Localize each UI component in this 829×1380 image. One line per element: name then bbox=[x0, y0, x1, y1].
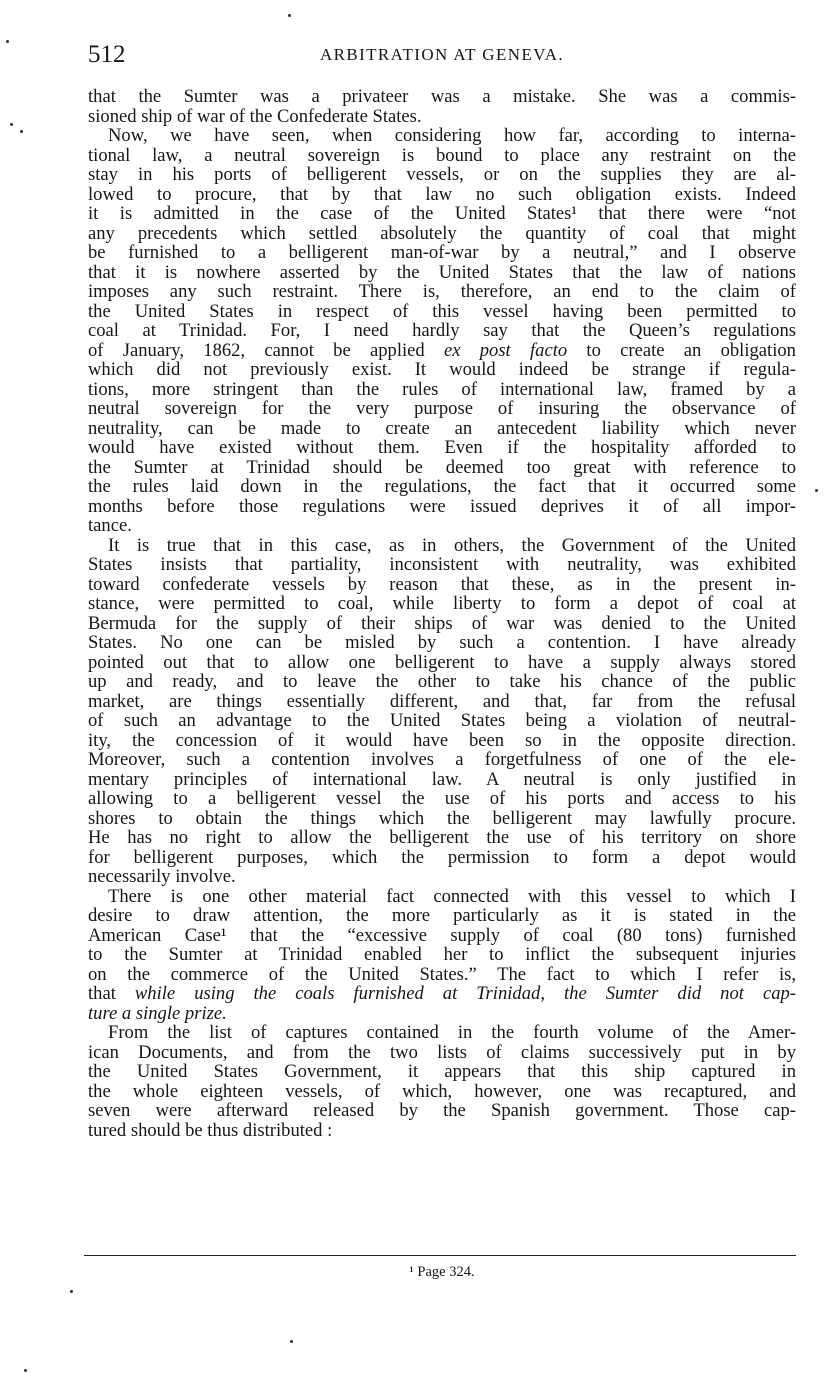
text-run: months before those regulations were issued deprives it of all impor- bbox=[88, 496, 796, 516]
text-line bbox=[88, 126, 796, 146]
text-run: tured should be thus distributed : bbox=[88, 1120, 333, 1140]
text-line bbox=[88, 438, 796, 458]
text-run: it is admitted in the case of the United States¹ that there were “not bbox=[88, 204, 796, 224]
text-line bbox=[88, 380, 796, 400]
italic-run: ture a single prize. bbox=[88, 1003, 227, 1023]
text-line bbox=[88, 243, 796, 263]
text-run: States insists that partiality, inconsistent with neutrality, was exhibited bbox=[88, 555, 796, 575]
text-line bbox=[88, 107, 796, 127]
paragraph bbox=[88, 536, 796, 887]
text-run: the whole eighteen vessels, of which, however, one was recaptured, and bbox=[88, 1081, 796, 1101]
scan-speck bbox=[815, 489, 818, 492]
text-run: coal at Trinidad. For, I need hardly say that the Queen’s regulations bbox=[88, 321, 796, 341]
text-run: of such an advantage to the United States being a violation of neutral- bbox=[88, 711, 796, 731]
text-run: sioned ship of war of the Confederate States. bbox=[88, 106, 422, 126]
text-line bbox=[88, 575, 796, 595]
text-line bbox=[88, 341, 796, 361]
text-run: up and ready, and to leave the other to take his chance of the public bbox=[88, 672, 796, 692]
text-run: of January, 1862, cannot be applied bbox=[88, 340, 444, 360]
text-run: Now, we have seen, when considering how far, according to interna- bbox=[108, 126, 796, 146]
text-run: the United States Government, it appears that this ship captured in bbox=[88, 1062, 796, 1082]
text-line bbox=[88, 1004, 796, 1024]
text-run: that bbox=[88, 984, 135, 1004]
running-head bbox=[88, 40, 796, 70]
italic-run: while using the coals furnished at Trinidad, the Sumter did not cap- bbox=[134, 984, 796, 1004]
text-line bbox=[88, 887, 796, 907]
text-line bbox=[88, 809, 796, 829]
running-title: ARBITRATION AT GENEVA. bbox=[319, 45, 565, 64]
scan-speck bbox=[10, 123, 13, 126]
scan-speck bbox=[20, 130, 23, 133]
text-line bbox=[88, 614, 796, 634]
text-line bbox=[88, 1121, 796, 1141]
scan-speck bbox=[290, 1340, 293, 1343]
text-line bbox=[88, 516, 796, 536]
text-line bbox=[88, 1101, 796, 1121]
text-line bbox=[88, 731, 796, 751]
text-run: tance. bbox=[88, 516, 132, 536]
text-line bbox=[88, 360, 796, 380]
text-line bbox=[88, 1043, 796, 1063]
text-line bbox=[88, 224, 796, 244]
text-line bbox=[88, 458, 796, 478]
text-run: neutrality, can be made to create an antecedent liability which never bbox=[88, 418, 796, 438]
text-line bbox=[88, 146, 796, 166]
text-run: that the Sumter was a privateer was a mistake. She was a commis- bbox=[88, 87, 796, 107]
text-line bbox=[88, 1023, 796, 1043]
text-run: seven were afterward released by the Spanish government. Those cap- bbox=[88, 1101, 796, 1121]
text-line bbox=[88, 321, 796, 341]
text-line bbox=[88, 165, 796, 185]
text-run: pointed out that to allow one belligerent to have a supply always stored bbox=[88, 652, 796, 672]
text-line bbox=[88, 204, 796, 224]
text-line bbox=[88, 263, 796, 283]
text-line bbox=[88, 536, 796, 556]
scan-speck bbox=[288, 14, 291, 17]
text-line bbox=[88, 906, 796, 926]
text-line bbox=[88, 984, 796, 1004]
text-line bbox=[88, 497, 796, 517]
text-run: the rules laid down in the regulations, the fact that it occurred some bbox=[88, 477, 796, 497]
text-line bbox=[88, 770, 796, 790]
text-line bbox=[88, 926, 796, 946]
text-line bbox=[88, 399, 796, 419]
text-run: Moreover, such a contention involves a forgetfulness of one of the ele- bbox=[88, 750, 796, 770]
paragraph bbox=[88, 87, 796, 126]
text-run: He has no right to allow the belligerent the use of his territory on shore bbox=[88, 828, 796, 848]
text-run: would have existed without them. Even if the hospitality afforded to bbox=[88, 438, 796, 458]
scan-speck bbox=[6, 40, 9, 43]
text-line bbox=[88, 555, 796, 575]
text-run: American Case¹ that the “excessive supply of coal (80 tons) furnished bbox=[88, 925, 796, 945]
text-run: to the Sumter at Trinidad enabled her to inflict the subsequent injuries bbox=[88, 945, 796, 965]
text-run: shores to obtain the things which the belligerent may lawfully procure. bbox=[88, 808, 796, 828]
text-run: lowed to procure, that by that law no such obligation exists. Indeed bbox=[88, 184, 796, 204]
text-run: allowing to a belligerent vessel the use of his ports and access to his bbox=[88, 789, 796, 809]
footnote: ¹ Page 324. bbox=[409, 1264, 475, 1280]
text-line bbox=[88, 945, 796, 965]
scan-speck bbox=[24, 1369, 27, 1372]
body-text bbox=[88, 87, 796, 1140]
text-line bbox=[88, 477, 796, 497]
text-run: desire to draw attention, the more particularly as it is stated in the bbox=[88, 906, 796, 926]
scan-speck bbox=[70, 1290, 73, 1293]
text-run: Bermuda for the supply of their ships of war was denied to the United bbox=[88, 613, 796, 633]
text-line bbox=[88, 965, 796, 985]
text-line bbox=[88, 692, 796, 712]
text-line bbox=[88, 867, 796, 887]
text-run: market, are things essentially different, and that, far from the refusal bbox=[88, 691, 796, 711]
text-run: on the commerce of the United States.” The fact to which I refer is, bbox=[88, 964, 796, 984]
text-line bbox=[88, 789, 796, 809]
text-run: for belligerent purposes, which the permission to form a depot would bbox=[88, 847, 796, 867]
text-line bbox=[88, 87, 796, 107]
text-line bbox=[88, 711, 796, 731]
text-run: any precedents which settled absolutely the quantity of coal that might bbox=[88, 223, 796, 243]
text-run: which did not previously exist. It would indeed be strange if regula- bbox=[88, 360, 796, 380]
text-run: toward confederate vessels by reason that these, as in the present in- bbox=[88, 574, 796, 594]
text-run: tional law, a neutral sovereign is bound to place any restraint on the bbox=[88, 145, 796, 165]
italic-run: ex post facto bbox=[443, 340, 568, 360]
text-run: mentary principles of international law. A neutral is only justified in bbox=[88, 769, 796, 789]
text-run: stay in his ports of belligerent vessels, or on the supplies they are al- bbox=[88, 165, 796, 185]
text-line bbox=[88, 672, 796, 692]
text-line bbox=[88, 1082, 796, 1102]
text-run: tions, more stringent than the rules of international law, framed by a bbox=[88, 379, 796, 399]
text-run: the United States in respect of this vessel having been permitted to bbox=[88, 301, 796, 321]
footnote-divider bbox=[84, 1255, 796, 1256]
page-number: 512 bbox=[88, 41, 126, 68]
text-line bbox=[88, 185, 796, 205]
text-line bbox=[88, 419, 796, 439]
text-run: that it is nowhere asserted by the United States that the law of nations bbox=[88, 262, 796, 282]
text-run: be furnished to a belligerent man-of-war by a neutral,” and I observe bbox=[88, 243, 796, 263]
text-run: It is true that in this case, as in others, the Government of the United bbox=[108, 535, 796, 555]
text-line bbox=[88, 828, 796, 848]
text-run: necessarily involve. bbox=[88, 867, 236, 887]
paragraph bbox=[88, 1023, 796, 1140]
text-run: the Sumter at Trinidad should be deemed too great with reference to bbox=[88, 457, 796, 477]
text-run: stance, were permitted to coal, while liberty to form a depot of coal at bbox=[88, 594, 796, 614]
text-run: There is one other material fact connected with this vessel to which I bbox=[108, 886, 796, 906]
text-run: ican Documents, and from the two lists of claims successively put in by bbox=[88, 1042, 796, 1062]
text-run: imposes any such restraint. There is, therefore, an end to the claim of bbox=[88, 282, 796, 302]
text-line bbox=[88, 302, 796, 322]
text-line bbox=[88, 1062, 796, 1082]
text-run: neutral sovereign for the very purpose of insuring the observance of bbox=[88, 399, 796, 419]
text-line bbox=[88, 848, 796, 868]
text-line bbox=[88, 282, 796, 302]
text-line bbox=[88, 633, 796, 653]
paragraph bbox=[88, 887, 796, 1024]
paragraph bbox=[88, 126, 796, 536]
text-line bbox=[88, 750, 796, 770]
text-line bbox=[88, 594, 796, 614]
text-run: ity, the concession of it would have been so in the opposite direction. bbox=[88, 730, 796, 750]
text-run: States. No one can be misled by such a contention. I have already bbox=[88, 633, 796, 653]
text-line bbox=[88, 653, 796, 673]
text-run: to create an obligation bbox=[567, 340, 796, 360]
text-run: From the list of captures contained in the fourth volume of the Amer- bbox=[108, 1023, 796, 1043]
